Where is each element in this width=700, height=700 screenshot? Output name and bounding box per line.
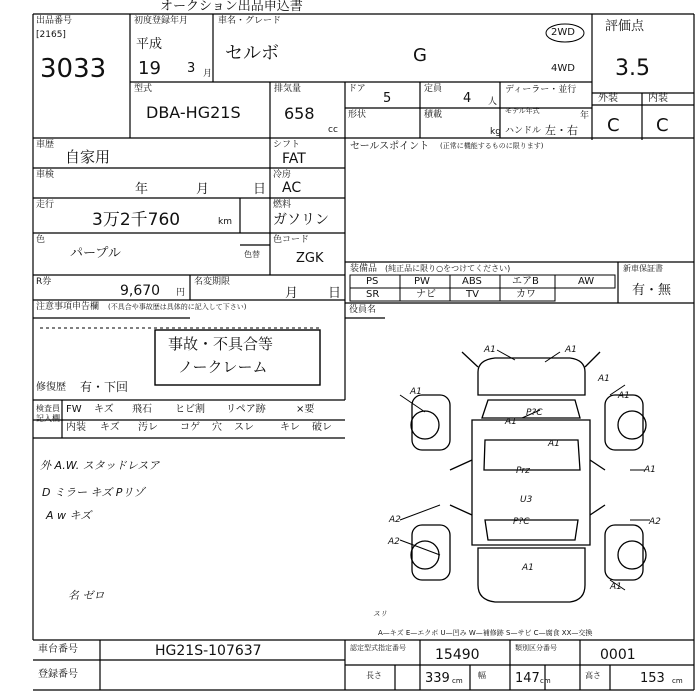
equip-sr: SR <box>366 289 380 300</box>
displacement-value: 658 <box>284 104 315 123</box>
rating-label: 評価点 <box>605 19 645 34</box>
insp-repair: リペア跡 <box>226 404 266 415</box>
damage-mark: A1 <box>565 345 577 355</box>
remark-line-2: D ミラー キズ Pリゾ <box>42 486 145 499</box>
insp-int-tear: 破レ <box>312 422 332 433</box>
doors-label: ドア <box>348 84 366 94</box>
damage-mark: U3 <box>520 495 533 505</box>
recycle-label: R券 <box>36 277 52 287</box>
chassis-label: 車台番号 <box>38 644 78 655</box>
insp-fw: FW <box>66 404 82 415</box>
capacity-value: 4 <box>463 91 472 106</box>
inspection-day: 日 <box>253 182 267 197</box>
car-label: 車名・グレード <box>218 16 282 26</box>
lot-sub-number: [2165] <box>36 30 66 40</box>
lot-label: 出品番号 <box>36 16 73 26</box>
damage-mark: P?C <box>513 517 530 527</box>
recycle-value: 9,670 <box>120 283 161 299</box>
shift-label: シフト <box>273 140 301 150</box>
repair-value: 有・下回 <box>80 380 129 394</box>
first-reg-era: 平成 <box>136 37 163 52</box>
handle-label: ハンドル <box>505 126 542 136</box>
new-warranty-value: 有・無 <box>632 283 672 298</box>
damage-mark: A2 <box>389 515 401 525</box>
model-year-unit: 年 <box>580 111 590 121</box>
insp-int-hole: 穴 <box>212 422 222 433</box>
damage-mark: Prz <box>516 466 530 476</box>
length-label: 長さ <box>366 671 382 680</box>
damage-legend: A—キズ E—エクボ U—凹み W—補修跡 S—サビ C—腐食 XX—交換 <box>378 629 593 637</box>
remark-line-1: 外 A.W. スタッドレスア <box>40 459 160 472</box>
sales-point-note: (正常に機能するものに限ります) <box>440 142 544 150</box>
insp-int-burn: コゲ <box>180 422 200 433</box>
rating-score: 3.5 <box>615 56 650 81</box>
insp-interior: 内装 <box>66 422 86 433</box>
notes-stamp-line1: 事故・不具合等 <box>168 335 274 353</box>
equip-aw: AW <box>578 276 595 287</box>
first-reg-label: 初度登録年月 <box>134 16 189 26</box>
name-change-label: 名変期限 <box>194 277 231 287</box>
damage-mark: A1 <box>548 439 560 449</box>
insp-hibiware: ヒビ割 <box>175 404 205 415</box>
cert-no-label: 認定型式指定番号 <box>350 644 406 652</box>
shape-label: 形状 <box>348 110 367 120</box>
insp-int-rub: スレ <box>234 422 254 433</box>
notes-label: 注意事項申告欄 <box>36 302 100 312</box>
equip-pw: PW <box>414 276 430 287</box>
header-text: オークション出品申込書 <box>160 0 303 14</box>
insp-int-cut: キレ <box>280 422 300 433</box>
rating-int-label: 内装 <box>648 93 668 104</box>
equip-navi: ナビ <box>416 289 436 300</box>
chassis-value: HG21S-107637 <box>155 643 262 659</box>
fuel-value: ガソリン <box>273 212 329 228</box>
capacity-label: 定員 <box>424 84 443 94</box>
equip-ps: PS <box>366 276 379 287</box>
damage-mark: A1 <box>610 582 622 592</box>
category-no-value: 0001 <box>600 647 636 663</box>
damage-mark: A2 <box>649 517 661 527</box>
damage-mark: A1 <box>644 465 656 475</box>
color-label: 色 <box>36 235 46 245</box>
damage-mark: A1 <box>410 387 422 397</box>
remark-line-3: A w キズ <box>46 509 92 522</box>
category-no-label: 類別区分番号 <box>515 644 557 652</box>
inspection-year: 年 <box>135 182 149 197</box>
name-change-day: 日 <box>328 286 342 301</box>
first-reg-month: 3 <box>187 61 196 76</box>
damage-mark: A1 <box>598 374 610 384</box>
height-value: 153 <box>640 671 665 686</box>
damage-mark: A2 <box>388 537 400 547</box>
doors-value: 5 <box>383 91 392 106</box>
insp-tobiishi: 飛石 <box>132 404 152 415</box>
remark-line-4: 名 ゼロ <box>68 589 105 602</box>
equipment-label: 装備品 <box>350 264 378 274</box>
mileage-label: 走行 <box>36 200 55 210</box>
color-value: パープル <box>70 246 121 261</box>
damage-mark: A1 <box>484 345 496 355</box>
damage-mark: A1 <box>522 563 534 573</box>
inspection-label: 車検 <box>36 170 55 180</box>
color-code: ZGK <box>296 251 324 266</box>
cert-no-value: 15490 <box>435 647 480 663</box>
width-unit: cm <box>540 677 551 685</box>
color-code-label: 色コード <box>273 235 310 245</box>
insp-int-dirt: 汚レ <box>138 422 158 433</box>
history-label: 車歴 <box>36 140 55 150</box>
shop-notes-label: 役員名 <box>349 305 377 315</box>
load-unit: kg <box>490 127 501 137</box>
length-unit: cm <box>452 677 463 685</box>
shift-value: FAT <box>282 151 306 167</box>
damage-mark: P?C <box>526 408 543 418</box>
first-reg-unit: 月 <box>203 69 213 79</box>
displacement-label: 排気量 <box>274 84 302 94</box>
length-value: 339 <box>425 671 450 686</box>
dealer-label: ディーラー・並行 <box>505 85 577 95</box>
car-grade: G <box>413 45 427 66</box>
name-change-month: 月 <box>285 286 299 301</box>
color-replace-label: 色替 <box>244 250 260 259</box>
fuel-label: 燃料 <box>273 200 292 210</box>
notes-stamp-line2: ノークレーム <box>178 358 268 376</box>
capacity-unit: 人 <box>488 97 498 107</box>
damage-mark: A1 <box>618 391 630 401</box>
damage-mark: A1 <box>505 417 517 427</box>
equip-airbag: エアB <box>512 276 539 287</box>
width-label: 幅 <box>478 671 486 680</box>
mileage-unit: km <box>218 217 232 227</box>
insp-youkan: ×要 <box>296 404 315 415</box>
insp-kizu: キズ <box>94 404 114 415</box>
first-reg-year: 19 <box>138 58 161 79</box>
ac-value: AC <box>282 180 302 196</box>
ac-label: 冷房 <box>273 170 292 180</box>
model-value: DBA-HG21S <box>146 103 241 122</box>
inspection-month: 月 <box>196 182 210 197</box>
recycle-unit: 円 <box>176 288 186 298</box>
equip-abs: ABS <box>462 276 482 287</box>
handle-value: 左・右 <box>545 124 578 137</box>
drive-4wd: 4WD <box>551 63 575 74</box>
rating-ext-label: 外装 <box>598 93 618 104</box>
repair-label: 修復歴 <box>36 382 66 393</box>
inspector-label: 検査員記入欄 <box>36 404 60 424</box>
rating-int: C <box>656 115 669 136</box>
damage-mark: スリ <box>373 610 387 618</box>
registration-label: 登録番号 <box>38 669 78 680</box>
history-value: 自家用 <box>65 148 111 166</box>
drive-2wd: 2WD <box>551 27 575 38</box>
mileage-value: 3万2千760 <box>92 210 181 230</box>
height-label: 高さ <box>585 671 601 680</box>
model-label: 型式 <box>134 84 153 94</box>
insp-int-kizu: キズ <box>100 422 120 433</box>
notes-note: (不具合や事故歴は具体的に記入して下さい) <box>108 303 247 311</box>
equip-tv: TV <box>466 289 479 300</box>
equipment-note: (純正品に限り○をつけてください) <box>385 264 511 273</box>
lot-number: 3033 <box>40 54 107 84</box>
rating-ext: C <box>607 115 620 136</box>
model-year-label: モデル年式 <box>505 107 540 115</box>
equip-leather: カワ <box>516 289 536 300</box>
load-label: 積載 <box>424 110 443 120</box>
height-unit: cm <box>672 677 683 685</box>
sales-point-label: セールスポイント <box>350 141 430 152</box>
displacement-unit: cc <box>328 125 338 135</box>
new-warranty-label: 新車保証書 <box>623 264 663 273</box>
car-name: セルボ <box>225 43 279 64</box>
width-value: 147 <box>515 671 540 686</box>
